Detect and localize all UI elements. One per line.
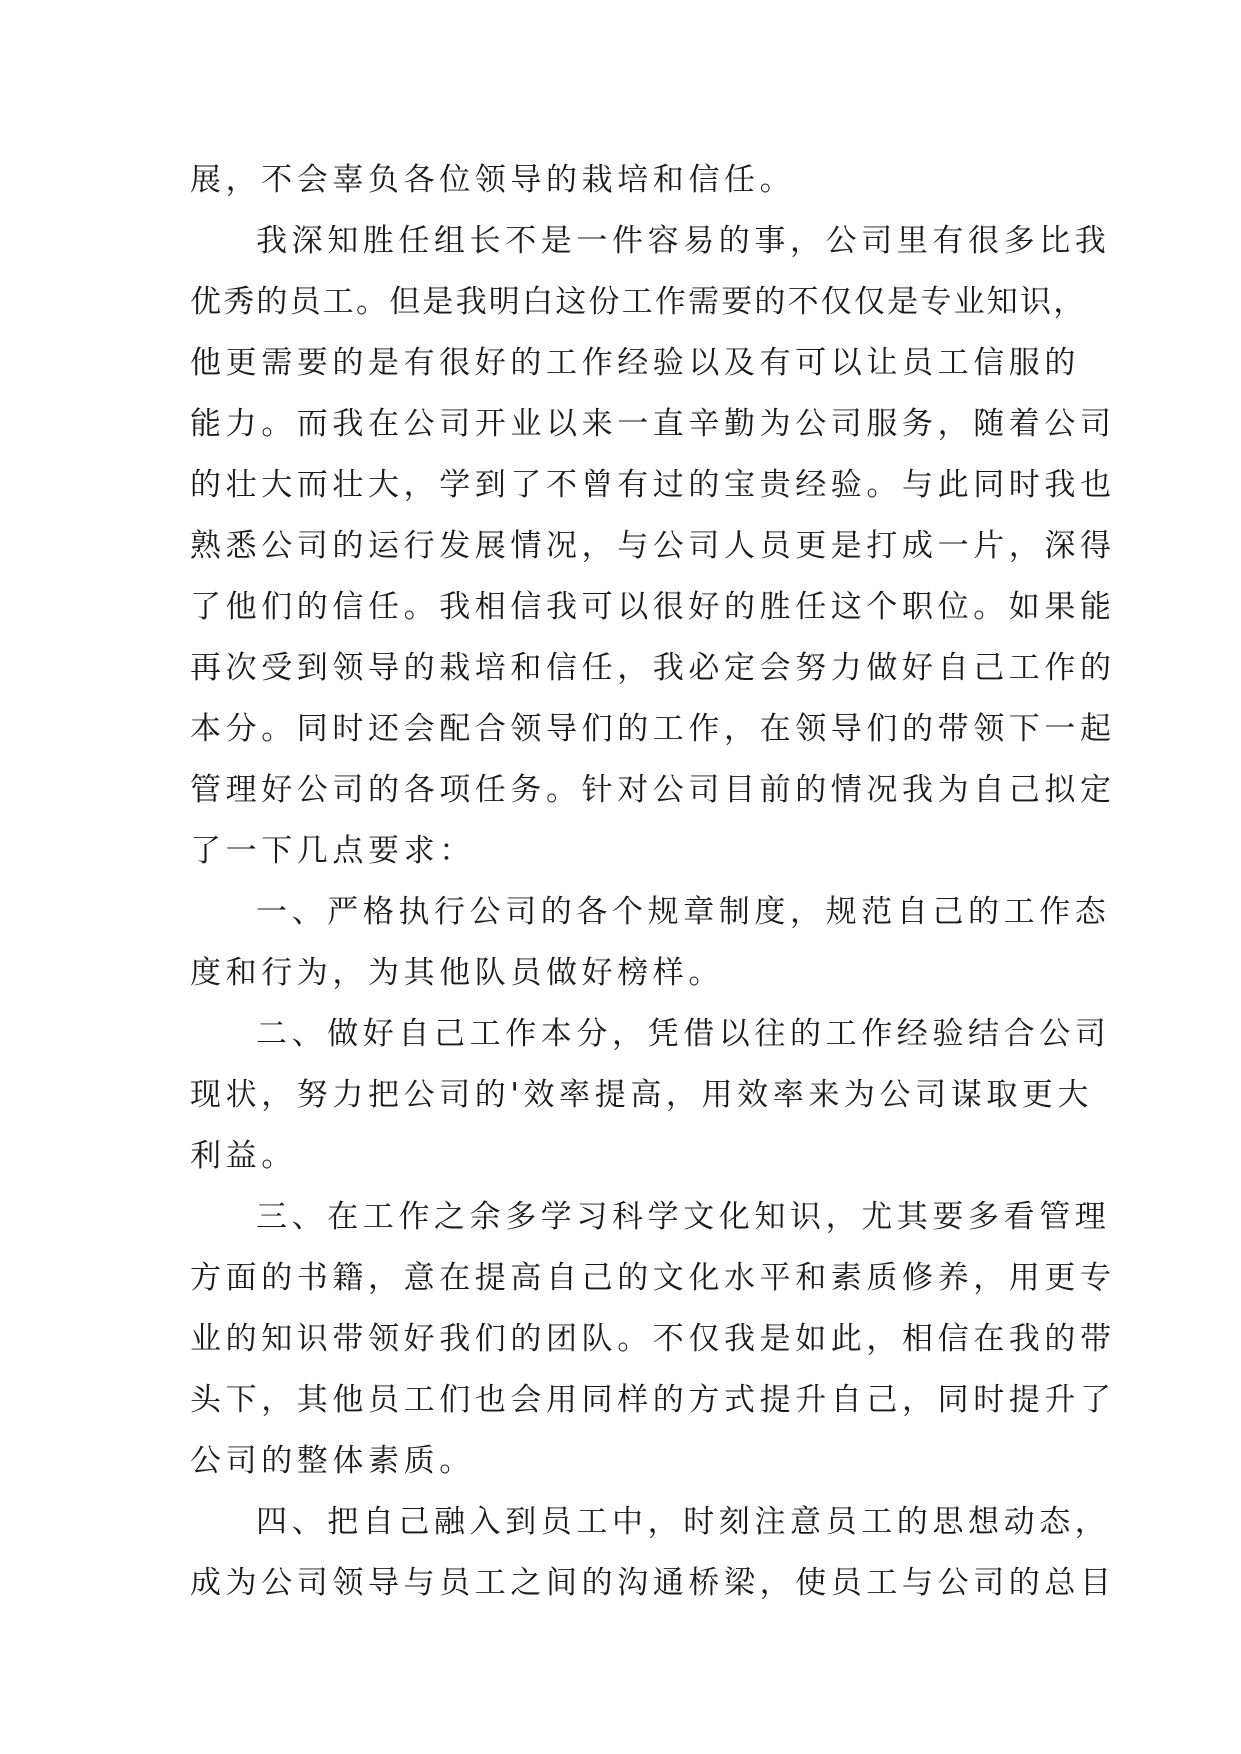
paragraph-first-line: 四、把自己融入到员工中，时刻注意员工的思想动态， [256, 1504, 1111, 1540]
text-line: 头下，其他员工们也会用同样的方式提升自己，同时提升了 [190, 1382, 1116, 1418]
text-line: 了一下几点要求： [190, 833, 475, 869]
body-text [190, 150, 1116, 1614]
text-line: 再次受到领导的栽培和信任，我必定会努力做好自己工作的 [190, 650, 1116, 686]
text-line: 了他们的信任。我相信我可以很好的胜任这个职位。如果能 [190, 589, 1116, 625]
paragraph-first-line: 三、在工作之余多学习科学文化知识，尤其要多看管理 [256, 1199, 1111, 1235]
text-line: 公司的整体素质。 [190, 1443, 475, 1479]
text-line: 管理好公司的各项任务。针对公司目前的情况我为自己拟定 [190, 772, 1116, 808]
text-line: 熟悉公司的运行发展情况，与公司人员更是打成一片，深得 [190, 528, 1116, 564]
paragraph-first-line: 我深知胜任组长不是一件容易的事，公司里有很多比我 [256, 223, 1111, 259]
text-line: 方面的书籍，意在提高自己的文化水平和素质修养，用更专 [190, 1260, 1116, 1296]
paragraph-first-line: 一、严格执行公司的各个规章制度，规范自己的工作态 [256, 894, 1111, 930]
text-line: 度和行为，为其他队员做好榜样。 [190, 955, 724, 991]
text-line: 他更需要的是有很好的工作经验以及有可以让员工信服的 [190, 345, 1080, 381]
text-line: 优秀的员工。但是我明白这份工作需要的不仅仅是专业知识， [190, 284, 1087, 320]
text-line: 能力。而我在公司开业以来一直辛勤为公司服务，随着公司 [190, 406, 1116, 442]
text-line: 业的知识带领好我们的团队。不仅我是如此，相信在我的带 [190, 1321, 1116, 1357]
text-line: 展，不会辜负各位领导的栽培和信任。 [190, 162, 796, 198]
paragraph-first-line: 二、做好自己工作本分，凭借以往的工作经验结合公司 [256, 1016, 1111, 1052]
text-line: 的壮大而壮大，学到了不曾有过的宝贵经验。与此同时我也 [190, 467, 1116, 503]
text-line: 现状，努力把公司的'效率提高，用效率来为公司谋取更大 [190, 1077, 1094, 1113]
text-line: 本分。同时还会配合领导们的工作，在领导们的带领下一起 [190, 711, 1116, 747]
text-line: 利益。 [190, 1138, 297, 1174]
text-line: 成为公司领导与员工之间的沟通桥梁，使员工与公司的总目 [190, 1565, 1116, 1601]
